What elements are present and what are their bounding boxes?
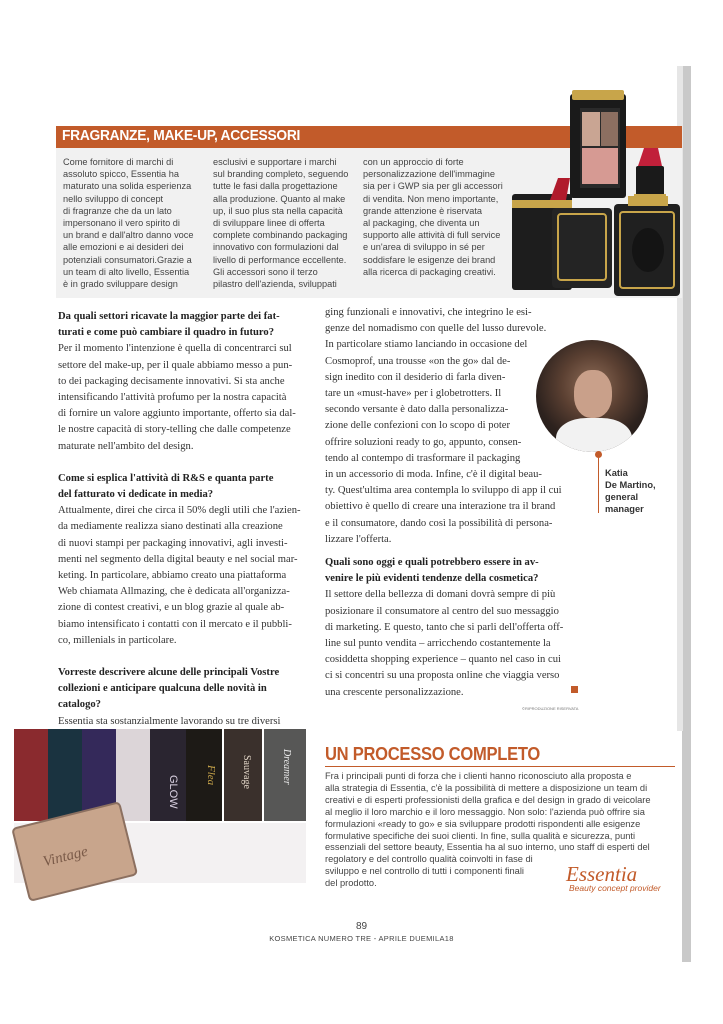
answer-line: genze del nomadismo con quelle del lusso durevole. (325, 323, 547, 335)
answer-line: menti nel segmento della digital beauty e nel social mar- (58, 553, 298, 565)
box-text-line: grande attenzione è riservata (363, 205, 483, 216)
box-text-line: supporto alle attività di full service (363, 230, 501, 241)
reproduction-note: ©RIPRODUZIONE RISERVATA (522, 706, 579, 711)
answer-line: di nuovi stampi per packaging innovativi, agli investi- (58, 537, 288, 549)
question-line: catalogo? (58, 699, 101, 711)
portrait-photo (536, 340, 648, 452)
feature-box-title: FRAGRANZE, MAKE-UP, ACCESSORI (62, 127, 301, 144)
box-text-line: up, il suo plus sta nella capacità (213, 205, 343, 216)
article-right-column-top (325, 305, 575, 548)
page-number: 89 (355, 921, 368, 932)
box-text-line: alla produzione. Quanto al make (213, 193, 346, 204)
box-text-line: sul branding completo, seguendo (213, 169, 349, 180)
answer-line: Per il momento l'intenzione è quella di concentrarci sul (58, 343, 292, 355)
answer-line: sign inedito con il desiderio di farla diven- (325, 371, 506, 383)
box-text-line: di fragranze che da un lato (63, 205, 172, 216)
lipstick-products-image (508, 88, 683, 304)
section-line: al meglio il loro marchio e il loro messaggio. Non solo: l'azienda può offrire sia (325, 806, 645, 817)
box-text-line: complete combinando packaging (213, 230, 348, 241)
box-text-line: un brand e dall'altro danno voce (63, 230, 194, 241)
section-line: alla strategia di Essentia, c'è la possibilità di mettere a disposizione un team di (325, 782, 648, 793)
answer-line: tendo al contempo di trasformare il packaging (325, 452, 521, 464)
end-mark-square (571, 686, 578, 693)
box-text-line: Come fornitore di marchi di (63, 157, 174, 167)
box-text-line: maturato una solida esperienza (63, 181, 192, 192)
answer-line: co, millenials in particolare. (58, 634, 177, 646)
caption-line-3: general (605, 492, 639, 502)
box-text-line: assoluto spicco, Essentia ha (63, 169, 179, 180)
caption-line-4: manager (605, 504, 644, 514)
box-text-line: livello di performance eccellente. (213, 254, 347, 265)
box-text-line: innovativo con formulazioni dal (213, 242, 339, 253)
caption-line (598, 458, 599, 513)
caption-line-1: Katia (605, 468, 628, 478)
section-rule (325, 766, 675, 767)
answer-line: offrire soluzioni ready to go, appunto, consen- (325, 436, 522, 448)
paragraph-gap (58, 455, 314, 471)
box-text-line: potenziali consumatori.Grazie a (63, 254, 192, 265)
box-text-line: alla ricerca di packaging creativi. (363, 266, 496, 277)
feature-box-col-3 (363, 156, 513, 278)
answer-line: Web chiamata Allmazing, che è dedicata all'organizza- (58, 586, 290, 598)
answer-line: ci si concentri su una proposta online che viaggia verso (325, 670, 560, 682)
palette-label-sauvage: Sauvage (241, 755, 252, 789)
answer-line: di fornire un valore aggiunto importante, offerto sia dal- (58, 408, 296, 420)
answer-line: Il settore della bellezza di domani dovrà sempre di più (325, 589, 556, 601)
answer-line: zione di contest creativi, e un blog grazie al quale ab- (58, 602, 285, 614)
section-line: del prodotto. (325, 878, 377, 889)
question-line: Quali sono oggi e quali potrebbero essere in av- (325, 557, 539, 568)
footer-issue: KOSMETICA NUMERO TRE - APRILE DUEMILA18 (269, 934, 454, 943)
box-text-line: e un'area di sviluppo in sé per (363, 242, 485, 253)
section-line: Fra i principali punti di forza che i clienti hanno riconosciuto alla proposta e (325, 771, 632, 781)
essentia-logo: Essentia (566, 862, 638, 886)
box-text-line: al packaging, che diventa un (363, 218, 480, 229)
question-line: collezioni e anticipare qualcuna delle novità in (58, 683, 267, 695)
section-line: formulative specifiche dei suoi clienti. In fine, sulla qualità e sicurezza, punti (325, 830, 636, 841)
box-text-line: pilastro dell'azienda, sviluppati (213, 279, 337, 290)
answer-line: ty. Quest'ultima area contempla lo sviluppo di app il cui (325, 485, 562, 497)
answer-line: Attualmente, direi che circa il 50% degli utili che l'azien- (58, 505, 301, 517)
answer-line: Cosmoprof, una trousse «on the go» dal de- (325, 355, 511, 367)
answer-line: una crescente personalizzazione. (325, 686, 464, 698)
section-line: creativi e di esperti professionisti della grafica e del design in grado di veicolare (325, 794, 651, 805)
feature-box-col-1 (63, 156, 213, 290)
article-left-column (58, 309, 314, 730)
box-text-line: sia per i GWP sia per gli accessori (363, 181, 503, 192)
answer-line: keting. In particolare, abbiamo creato una piattaforma (58, 570, 287, 582)
answer-line: settore del make-up, per il quale abbiamo messo a pun- (58, 359, 293, 371)
box-text-line: alle emozioni e ai desideri dei (63, 242, 184, 253)
box-text-line: impersonano il vero spirito di (63, 218, 180, 229)
answer-line: zione delle confezioni con lo scopo di poter (325, 420, 511, 432)
answer-line: to dei packaging decisamente innovativi. Si sta anche (58, 375, 285, 387)
palette-label-glow: GLOW (167, 775, 179, 809)
box-text-line: di sviluppare linee di offerta (213, 218, 325, 229)
answer-line: maturate nell'ambito del design. (58, 440, 194, 452)
question-line: Da quali settori ricavate la maggior parte dei fat- (58, 311, 280, 322)
section-line: formulazioni «ready to go» e sia sviluppare prodotti rispondenti alle esigenze (325, 818, 641, 829)
answer-line: biamo intensificato i contatti con il mercato e il pubbli- (58, 618, 292, 630)
caption-line-2: De Martino, (605, 480, 656, 490)
section-title: UN PROCESSO COMPLETO (325, 744, 541, 764)
box-text-line: con un approccio di forte (363, 157, 464, 167)
answer-line: di marketing. E questo, tanto che si parli dell'offerta off- (325, 621, 564, 633)
box-text-line: nello sviluppo di concept (63, 193, 164, 204)
answer-line: intensificando l'attività profumo per la nostra capacità (58, 392, 287, 404)
palette-label-flea: Flea (205, 765, 217, 786)
question-line: venire le più evidenti tendenze della cosmetica? (325, 573, 539, 585)
section-line: essenziali del settore beauty, Essentia ha al suo interno, uno staff di esperti del (325, 842, 650, 853)
box-text-line: Gli accessori sono il terzo (213, 266, 318, 277)
box-text-line: un team di alto livello, Essentia (63, 266, 190, 277)
page-edge-bar (682, 66, 691, 962)
answer-line: line sul punto vendita – arricchendo costantemente la (325, 638, 551, 650)
answer-line: le nostre capacità di story-telling che dalle competenze (58, 424, 291, 436)
answer-line: Essentia sta sostanzialmente lavorando su tre diversi (58, 715, 281, 727)
essentia-tagline: Beauty concept provider (569, 883, 661, 893)
question-line: Vorreste descrivere alcune delle principali Vostre (58, 667, 280, 679)
answer-line: e il consumatore, dando così la possibilità di persona- (325, 517, 553, 529)
palette-label-dreamer: Dreamer (281, 749, 292, 785)
answer-line: secondo versante è dato dalla personalizza- (325, 404, 509, 416)
box-text-line: tutte le fasi dalla progettazione (213, 181, 338, 192)
answer-line: posizionare il consumatore al centro del suo messaggio (325, 605, 559, 617)
box-text-line: esclusivi e supportare i marchi (213, 157, 337, 167)
caption-dot (595, 451, 602, 458)
answer-line: ging funzionali e innovativi, che integrino le esi- (325, 307, 532, 318)
section-line: sviluppo e nel controllo di tutti i componenti finali (325, 866, 524, 877)
answer-line: in un accessorio di moda. Infine, c'è il digital beau- (325, 469, 542, 481)
box-text-line: personalizzazione dell'immagine (363, 169, 495, 180)
eyeshadow-palettes-image (12, 725, 312, 925)
portrait-caption (605, 467, 656, 515)
box-text-line: di vendita. Non meno importante, (363, 193, 499, 204)
question-line: turati e come può cambiare il quadro in futuro? (58, 327, 274, 339)
answer-line: da mediamente realizza siano destinati alla creazione (58, 521, 283, 533)
answer-line: tare un «must-have» per i globetrotters. Il (325, 388, 502, 400)
answer-line: obiettivo è quello di creare una interazione tra il brand (325, 501, 556, 513)
answer-line: cosiddetta shopping experience – quanto nel caso in cui (325, 654, 561, 666)
question-line: del fatturato vi dedicate in media? (58, 489, 214, 501)
palette-label-vintage: Vintage (41, 843, 90, 871)
box-text-line: è in grado sviluppare design (63, 279, 178, 290)
answer-line: lizzare l'offerta. (325, 533, 392, 545)
answer-line: In particolare stiamo lanciando in occasione del (325, 339, 528, 351)
article-right-column-bottom (325, 555, 585, 701)
paragraph-gap (58, 649, 314, 665)
section-line: regolatory e del controllo qualità coinvolti in fase di (325, 854, 533, 865)
feature-box-col-2 (213, 156, 363, 290)
box-text-line: soddisfare le esigenze dei brand (363, 254, 496, 265)
question-line: Come si esplica l'attività di R&S e quanta parte (58, 472, 274, 484)
